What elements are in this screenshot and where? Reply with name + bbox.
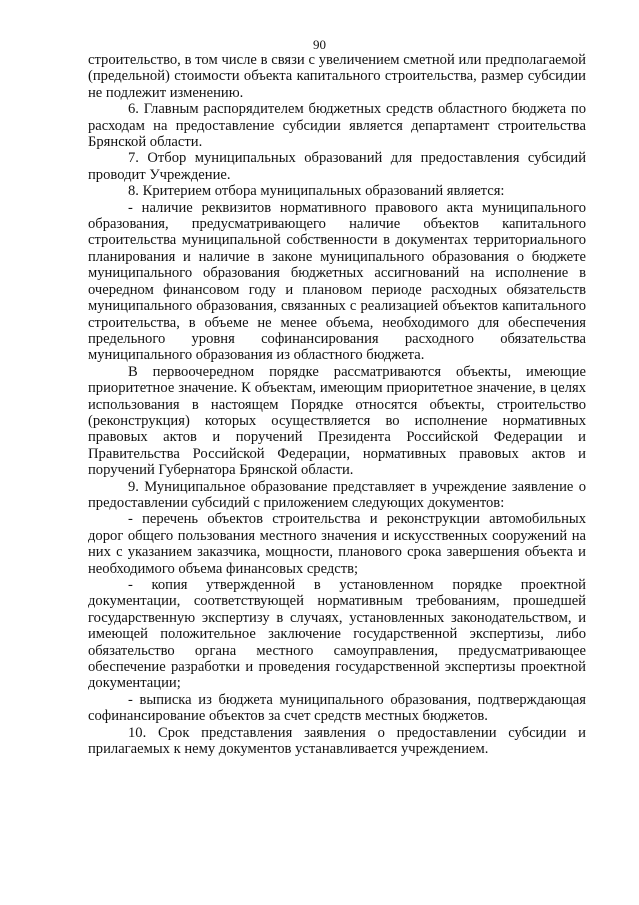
paragraph-criterion: - наличие реквизитов нормативного правового акта муниципального образования, предусматривающего наличие объектов капитального строительства муниципальной собственности в документах территориального планирования и наличие в законе муниципального образования о бюджете муниципального образования бюджетных ассигнований на исполнение в очередном финансовом году и плановом периоде расходных обязательств муниципального образования, связанных с реализацией объектов капитального строительства, в объеме не менее объема, необходимого для обеспечения предельного уровня софинансирования расходного обязательства муниципального образования из областного бюджета. [88,199,586,364]
paragraph-item-6: 6. Главным распорядителем бюджетных средств областного бюджета по расходам на предоставление субсидии является департамент строительства Брянской области. [88,101,586,151]
paragraph-item-10: 10. Срок представления заявления о предоставлении субсидии и прилагаемых к нему документов устанавливается учреждением. [88,724,586,758]
document-body [88,52,586,757]
paragraph-list-objects: - перечень объектов строительства и реконструкции автомобильных дорог общего пользования местного значения и искусственных сооружений на них с указанием заказчика, мощности, планового срока завершения объекта и необходимого объема финансовых средств; [88,511,586,577]
paragraph-continuation: строительство, в том числе в связи с увеличением сметной или предполагаемой (предельной) стоимости объекта капитального строительства, размер субсидии не подлежит изменению. [88,52,586,101]
paragraph-item-7: 7. Отбор муниципальных образований для предоставления субсидий проводит Учреждение. [88,150,586,183]
page-number: 90 [313,37,326,52]
paragraph-list-budget-extract: - выписка из бюджета муниципального образования, подтверждающая софинансирование объектов за счет средств местных бюджетов. [88,691,586,725]
paragraph-list-design-docs: - копия утвержденной в установленном порядке проектной документации, соответствующей нормативным требованиям, прошедшей государственную экспертизу в случаях, установленных законодательством, и имеющей положительное заключение государственной экспертизы, либо обязательство органа местного самоуправления, предусматривающее обеспечение разработки и проведения государственной экспертизы проектной документации; [88,577,586,692]
paragraph-item-9: 9. Муниципальное образование представляет в учреждение заявление о предоставлении субсидий с приложением следующих документов: [88,478,586,511]
paragraph-priority: В первоочередном порядке рассматриваются объекты, имеющие приоритетное значение. К объектам, имеющим приоритетное значение, в целях использования в настоящем Порядке относятся объекты, строительство (реконструкция) которых осуществляется во исполнение нормативных правовых актов и поручений Президента Российской Федерации и Правительства Российской Федерации, нормативных правовых актов и поручений Губернатора Брянской области. [88,363,586,479]
paragraph-item-8: 8. Критерием отбора муниципальных образований является: [128,183,505,200]
